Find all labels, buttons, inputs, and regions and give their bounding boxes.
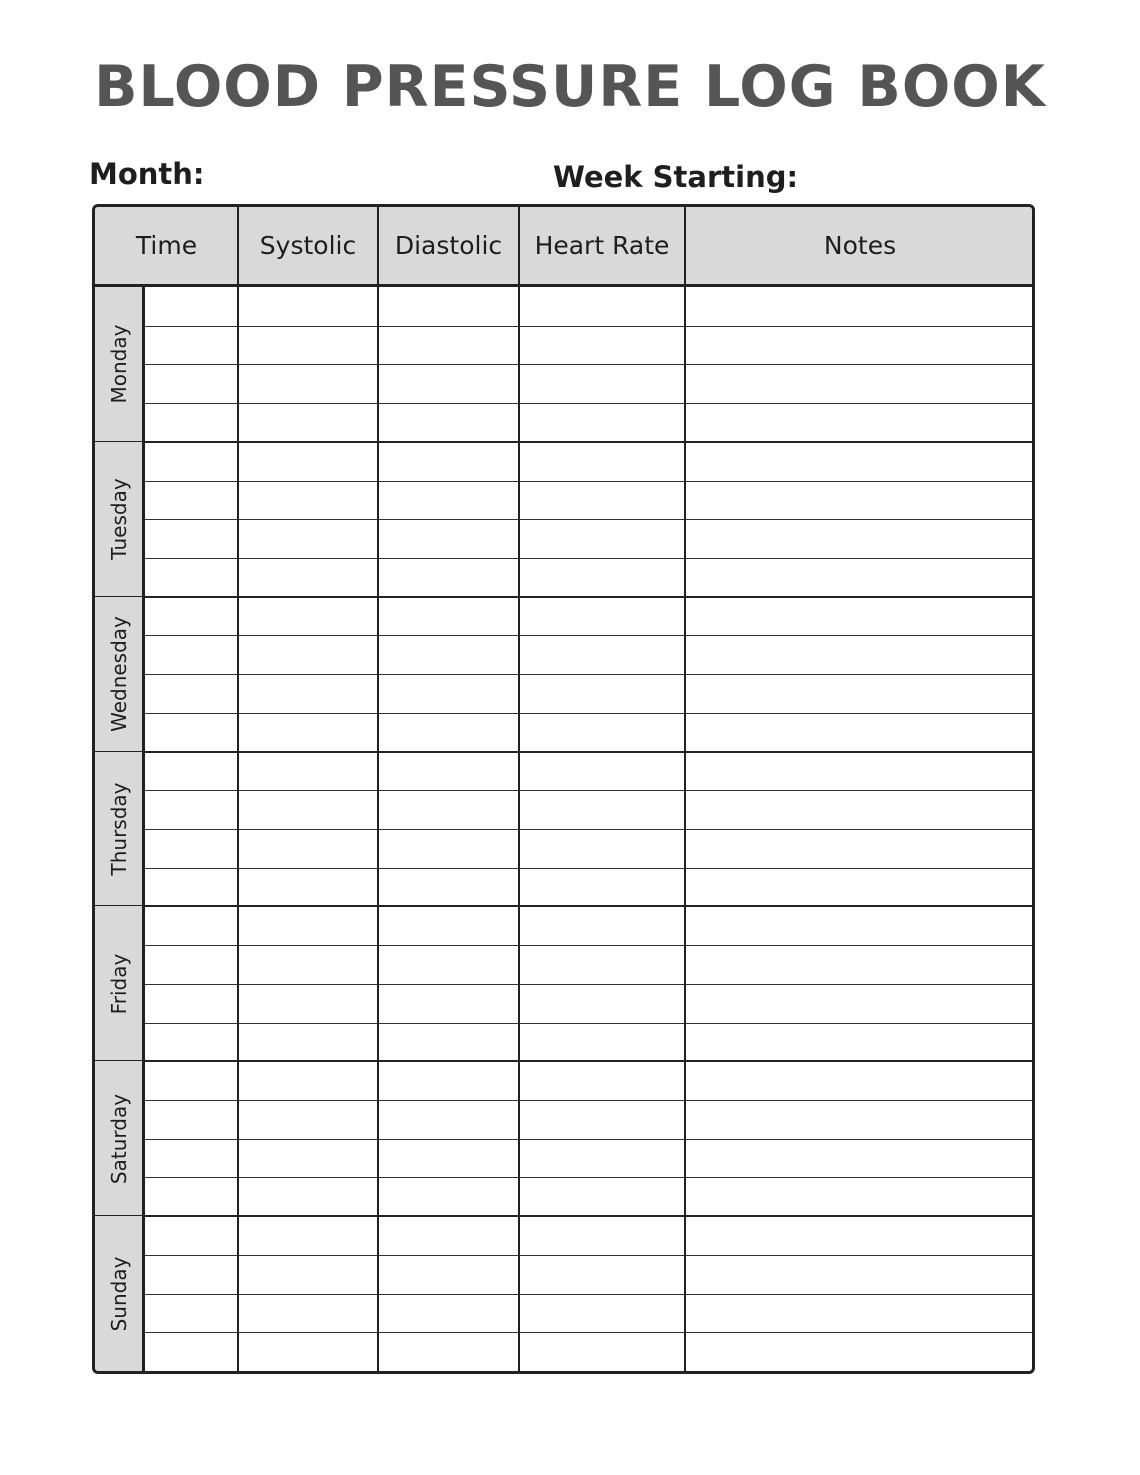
day-label-text: Friday (106, 953, 131, 1015)
column-divider (377, 207, 379, 1371)
day-label-tuesday (95, 442, 145, 597)
table-row-divider (145, 790, 1032, 791)
day-block-tuesday (95, 442, 1032, 597)
day-block-sunday (95, 1216, 1032, 1371)
column-header-notes: Notes (823, 231, 897, 260)
column-divider (518, 207, 520, 1371)
table-row-divider (145, 1100, 1032, 1101)
day-block-saturday (95, 1061, 1032, 1216)
column-header-time: Time (135, 231, 198, 260)
table-row-divider (145, 1023, 1032, 1024)
day-label-monday (95, 287, 145, 442)
table-row-divider (145, 481, 1032, 482)
day-label-thursday (95, 752, 145, 907)
table-row-divider (145, 674, 1032, 675)
column-divider (237, 207, 239, 1371)
table-row-divider (145, 1177, 1032, 1178)
day-label-friday (95, 906, 145, 1061)
table-row-divider (145, 635, 1032, 636)
table-row-divider (145, 868, 1032, 869)
day-label-text: Tuesday (106, 478, 131, 560)
column-header-diastolic: Diastolic (394, 231, 503, 260)
table-row-divider (145, 713, 1032, 714)
table-row-divider (145, 519, 1032, 520)
day-label-wednesday (95, 597, 145, 752)
table-row-divider (145, 984, 1032, 985)
table-row-divider (145, 829, 1032, 830)
day-block-monday (95, 287, 1032, 442)
day-label-sunday (95, 1216, 145, 1371)
month-label: Month: (89, 157, 205, 191)
week-starting-label: Week Starting: (553, 160, 799, 194)
table-row-divider (145, 326, 1032, 327)
table-row-divider (145, 403, 1032, 404)
column-header-heart-rate: Heart Rate (534, 231, 670, 260)
day-label-text: Saturday (106, 1093, 131, 1184)
table-row-divider (145, 1139, 1032, 1140)
page-title: BLOOD PRESSURE LOG BOOK (94, 54, 1046, 120)
day-label-text: Monday (106, 324, 131, 404)
column-header-systolic: Systolic (259, 231, 357, 260)
day-label-text: Thursday (106, 782, 131, 876)
table-header (95, 207, 1032, 287)
table-row-divider (145, 1255, 1032, 1256)
day-label-saturday (95, 1061, 145, 1216)
table-row-divider (145, 1332, 1032, 1333)
day-block-friday (95, 906, 1032, 1061)
table-row-divider (145, 1294, 1032, 1295)
table-row-divider (145, 558, 1032, 559)
day-label-text: Sunday (106, 1256, 131, 1331)
day-block-thursday (95, 752, 1032, 907)
log-table (92, 204, 1035, 1374)
table-row-divider (145, 945, 1032, 946)
table-row-divider (145, 364, 1032, 365)
column-divider (684, 207, 686, 1371)
day-label-text: Wednesday (106, 616, 131, 733)
day-block-wednesday (95, 597, 1032, 752)
